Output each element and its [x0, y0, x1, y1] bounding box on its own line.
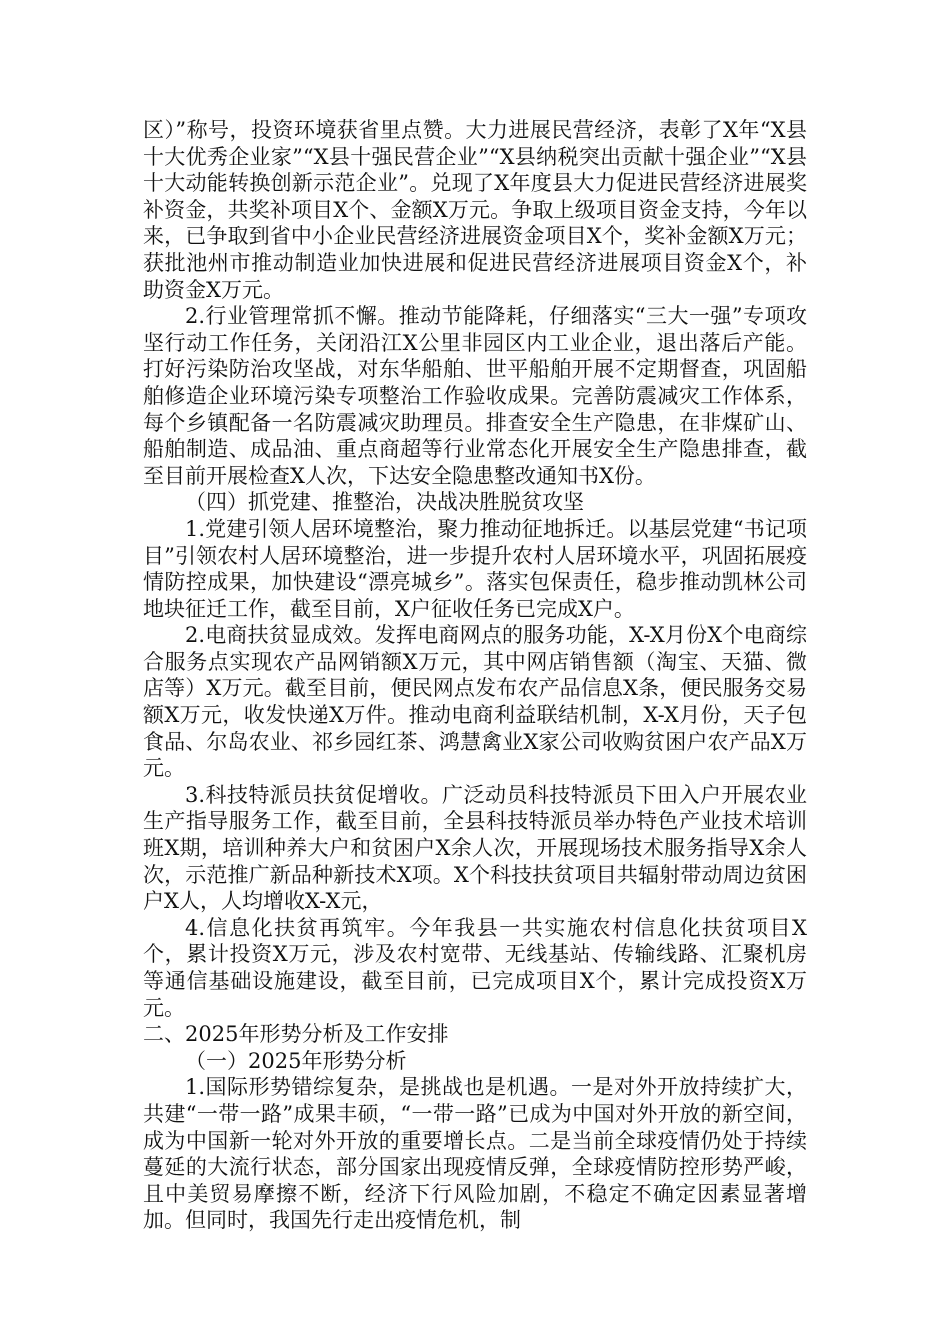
- paragraph-private-economy: 区）”称号，投资环境获省里点赞。大力进展民营经济，表彰了X年“X县十大优秀企业家”“X县十强民营企业”“X县纳税突出贡献十强企业”“X县十大动能转换创新示范企业”。兑现了X年度县大力促进民营经济进展奖补资金，共奖补项目X个、金额X万元。争取上级项目资金支持，今年以来，已争取到省中小企业民营经济进展资金项目X个，奖补金额X万元；获批池州市推动制造业加快进展和促进民营经济进展项目资金X个，补助资金X万元。: [143, 118, 807, 302]
- paragraph-tech-envoys: 3.科技特派员扶贫促增收。广泛动员科技特派员下田入户开展农业生产指导服务工作，截至目前，全县科技特派员举办特色产业技术培训班X期，培训种养大户和贫困户X余人次，开展现场技术服务指导X余人次，示范推广新品种新技术X项。X个科技扶贫项目共辐射带动周边贫困户X人，人均增收X-X元，: [143, 782, 807, 914]
- paragraph-informatization: 4.信息化扶贫再筑牢。今年我县一共实施农村信息化扶贫项目X个，累计投资X万元，涉及农村宽带、无线基站、传输线路、汇聚机房等通信基础设施建设，截至目前，已完成项目X个，累计完成投资X万元。: [143, 915, 807, 1020]
- paragraph-ecommerce-poverty: 2.电商扶贫显成效。发挥电商网点的服务功能，X-X月份X个电商综合服务点实现农产品网销额X万元，其中网店销售额（淘宝、天猫、微店等）X万元。截至目前，便民网点发布农产品信息X条，便民服务交易额X万元，收发快递X万件。推动电商利益联结机制，X-X月份，天子包食品、尔岛农业、祁乡园红茶、鸿慧禽业X家公司收购贫困户农产品X万元。: [143, 623, 807, 781]
- document-body: [143, 117, 807, 1234]
- section-heading-party-building: （四）抓党建、推整治，决战决胜脱贫攻坚: [185, 490, 584, 515]
- paragraph-industry-management: 2.行业管理常抓不懈。推动节能降耗，仔细落实“三大一强”专项攻坚行动工作任务，关闭沿江X公里非园区内工业企业，退出落后产能。打好污染防治攻坚战，对东华船舶、世平船舶开展不定期督查，巩固船舶修造企业环境污染专项整治工作验收成果。完善防震减灾工作体系，每个乡镇配备一名防震减灾助理员。排查安全生产隐患，在非煤矿山、船舶制造、成品油、重点商超等行业常态化开展安全生产隐患排查，截至目前开展检查X人次，下达安全隐患整改通知书X份。: [143, 304, 807, 488]
- chapter-heading-2025: 二、2025年形势分析及工作安排: [143, 1022, 449, 1047]
- section-heading-situation-analysis: （一）2025年形势分析: [185, 1048, 407, 1073]
- paragraph-international-situation: 1.国际形势错综复杂，是挑战也是机遇。一是对外开放持续扩大，共建“一带一路”成果丰硕，“一带一路”已成为中国对外开放的新空间，成为中国新一轮对外开放的重要增长点。二是当前全球疫情仍处于持续蔓延的大流行状态，部分国家出现疫情反弹，全球疫情防控形势严峻，且中美贸易摩擦不断，经济下行风险加剧，不稳定不确定因素显著增加。但同时，我国先行走出疫情危机，制: [143, 1075, 807, 1233]
- paragraph-living-environment: 1.党建引领人居环境整治，聚力推动征地拆迁。以基层党建“书记项目”引领农村人居环境整治，进一步提升农村人居环境水平，巩固拓展疫情防控成果，加快建设“漂亮城乡”。落实包保责任，稳步推动凯林公司地块征迁工作，截至目前，X户征收任务已完成X户。: [143, 516, 807, 621]
